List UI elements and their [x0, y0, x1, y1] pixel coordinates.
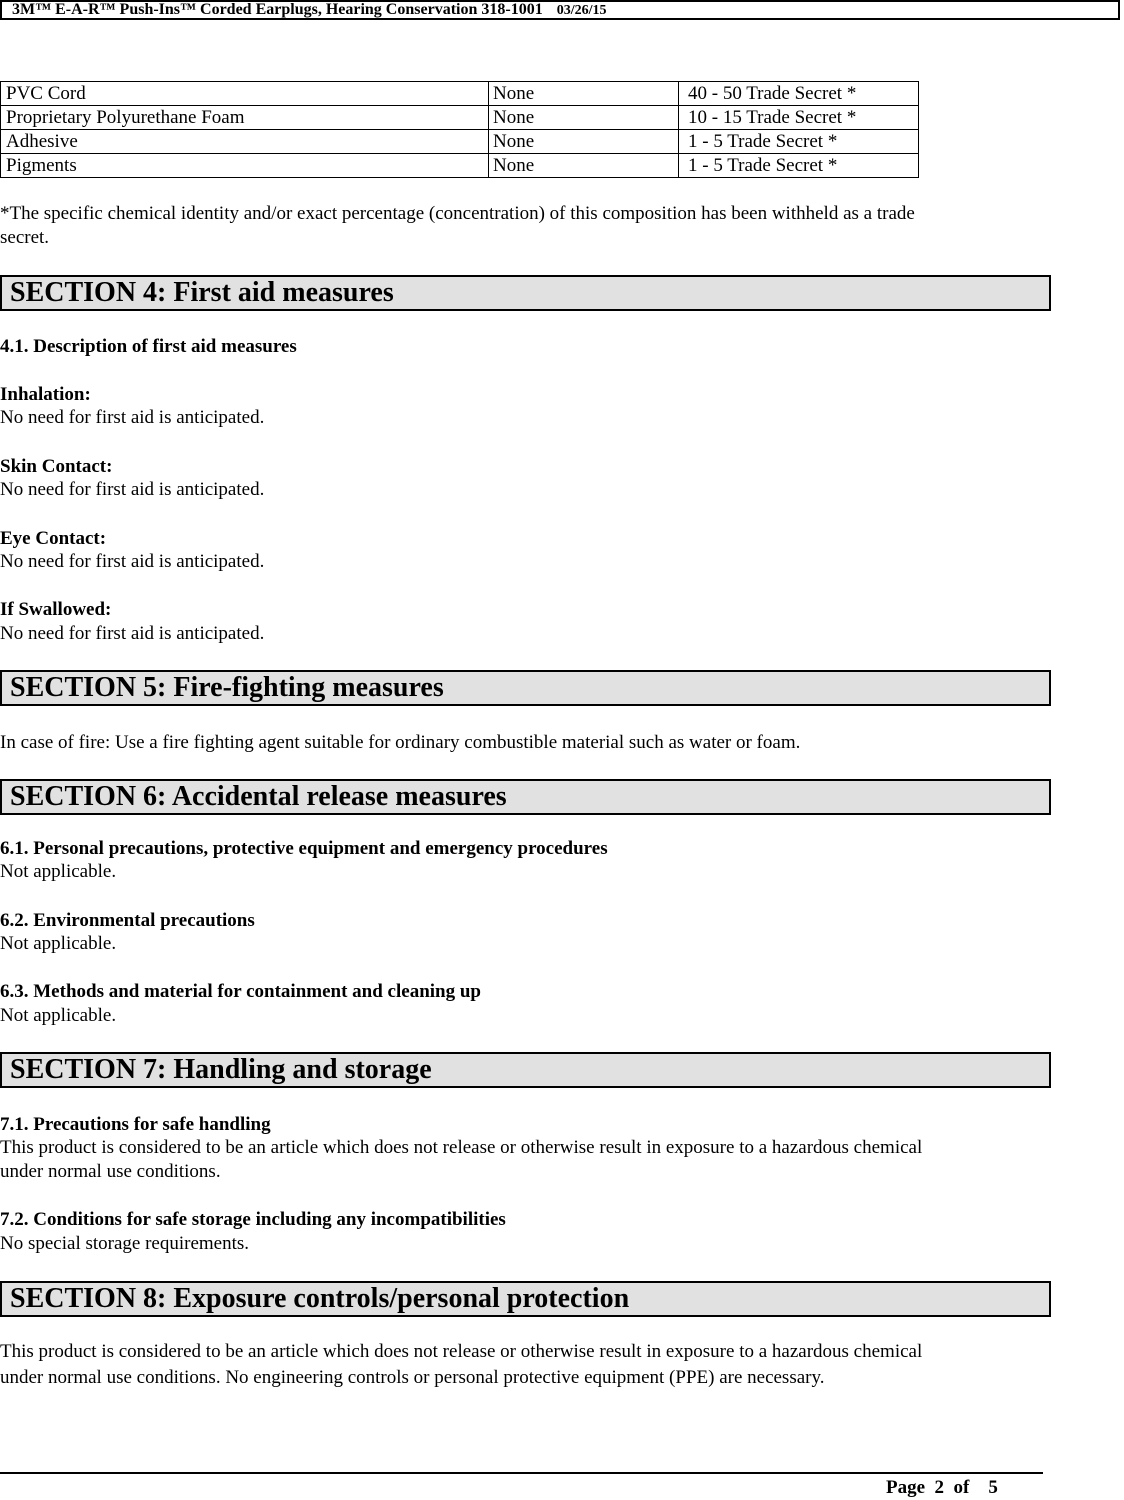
- revision-date: 03/26/15: [556, 3, 607, 18]
- composition-table: [0, 81, 919, 178]
- subsection-6-1-title: 6.1. Personal precautions, protective equipment and emergency procedures: [0, 838, 608, 859]
- section-8-heading: SECTION 8: Exposure controls/personal protection: [0, 1281, 1051, 1317]
- swallowed-text: No need for first aid is anticipated.: [0, 623, 265, 644]
- subsection-4-1-title: 4.1. Description of first aid measures: [0, 336, 297, 357]
- skin-contact-label: Skin Contact:: [0, 456, 113, 477]
- exposure-controls-text: This product is considered to be an article which does not release or otherwise result in exposure to a hazardous chemical: [0, 1341, 923, 1362]
- inhalation-label: Inhalation:: [0, 384, 91, 405]
- page-number: Page 2 of 5: [886, 1477, 998, 1498]
- inhalation-text: No need for first aid is anticipated.: [0, 407, 265, 428]
- percent-cell: 10 - 15 Trade Secret *: [679, 106, 919, 130]
- ingredient-cell: Pigments: [1, 154, 489, 178]
- percent-cell: 1 - 5 Trade Secret *: [679, 154, 919, 178]
- subsection-6-1-text: Not applicable.: [0, 861, 117, 882]
- trade-secret-note-cont: secret.: [0, 227, 50, 248]
- cas-cell: None: [489, 154, 679, 178]
- swallowed-label: If Swallowed:: [0, 599, 112, 620]
- subsection-7-1-title: 7.1. Precautions for safe handling: [0, 1114, 271, 1135]
- subsection-7-2-title: 7.2. Conditions for safe storage including any incompatibilities: [0, 1209, 506, 1230]
- section-5-heading: SECTION 5: Fire-fighting measures: [0, 670, 1051, 706]
- cas-cell: None: [489, 130, 679, 154]
- section-7-heading: SECTION 7: Handling and storage: [0, 1052, 1051, 1088]
- subsection-6-2-title: 6.2. Environmental precautions: [0, 910, 255, 931]
- ingredient-cell: PVC Cord: [1, 82, 489, 106]
- subsection-6-3-text: Not applicable.: [0, 1005, 117, 1026]
- eye-contact-label: Eye Contact:: [0, 528, 107, 549]
- ingredient-cell: Proprietary Polyurethane Foam: [1, 106, 489, 130]
- cas-cell: None: [489, 106, 679, 130]
- subsection-7-2-text: No special storage requirements.: [0, 1233, 250, 1254]
- table-row: [1, 154, 919, 178]
- eye-contact-text: No need for first aid is anticipated.: [0, 551, 265, 572]
- fire-fighting-text: In case of fire: Use a fire fighting agent suitable for ordinary combustible material such as water or foam.: [0, 732, 801, 753]
- percent-cell: 40 - 50 Trade Secret *: [679, 82, 919, 106]
- section-6-heading: SECTION 6: Accidental release measures: [0, 779, 1051, 815]
- subsection-7-1-text: This product is considered to be an article which does not release or otherwise result in exposure to a hazardous chemical: [0, 1137, 923, 1158]
- table-row: [1, 82, 919, 106]
- percent-cell: 1 - 5 Trade Secret *: [679, 130, 919, 154]
- section-4-heading: SECTION 4: First aid measures: [0, 275, 1051, 311]
- trade-secret-note: *The specific chemical identity and/or exact percentage (concentration) of this composition has been withheld as a trade: [0, 203, 915, 224]
- document-header: [0, 0, 1120, 20]
- exposure-controls-text-cont: under normal use conditions. No engineering controls or personal protective equipment (PPE) are necessary.: [0, 1367, 825, 1388]
- table-row: [1, 130, 919, 154]
- skin-contact-text: No need for first aid is anticipated.: [0, 479, 265, 500]
- cas-cell: None: [489, 82, 679, 106]
- table-row: [1, 106, 919, 130]
- footer-rule: [0, 1472, 1043, 1474]
- ingredient-cell: Adhesive: [1, 130, 489, 154]
- subsection-6-3-title: 6.3. Methods and material for containment and cleaning up: [0, 981, 482, 1002]
- subsection-7-1-text-cont: under normal use conditions.: [0, 1161, 221, 1182]
- subsection-6-2-text: Not applicable.: [0, 933, 117, 954]
- product-title: 3M™ E-A-R™ Push-Ins™ Corded Earplugs, Hearing Conservation 318-1001: [12, 1, 543, 18]
